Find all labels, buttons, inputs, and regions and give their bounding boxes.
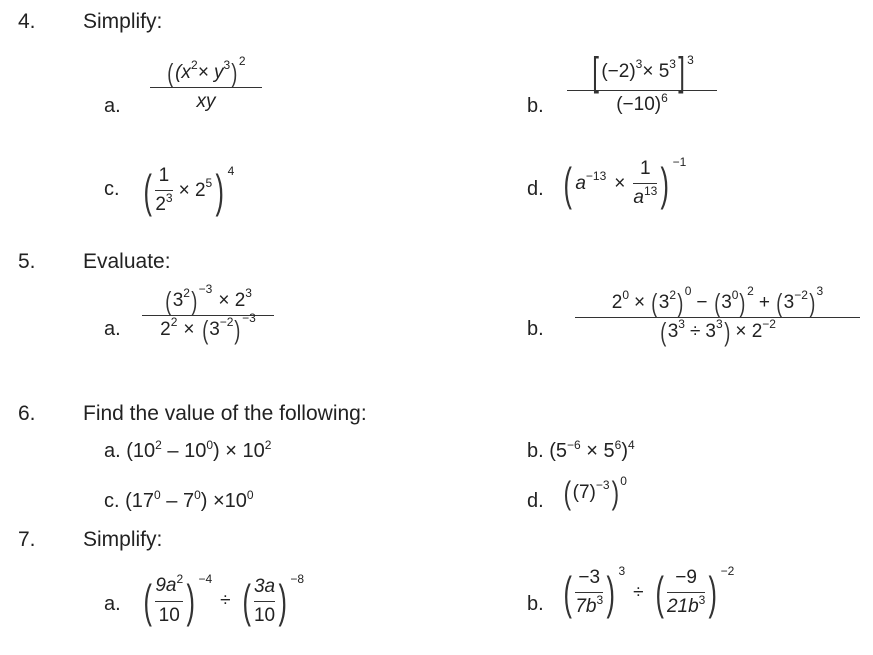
operator: + [758, 292, 770, 313]
term: (7) [572, 482, 596, 503]
exponent: 2 [238, 54, 246, 68]
denominator: 10 [253, 604, 276, 626]
question-number: 4. [18, 10, 36, 33]
item-label: a. [104, 95, 121, 117]
operator: − [696, 292, 708, 313]
term: 3 [172, 290, 184, 311]
fraction-5b: 2 $^0$ × ( 3 $^2$ ) $^0$ − ( 3 $^0$ ) $^2$ + ( 3 $^{-2}$ ) $^3$ ( 3 $^3$ ÷ 3 $^3$ ) × 2 $^{-2}$ [575, 292, 860, 343]
item-label: a. [104, 593, 121, 615]
exponent: 0 [620, 474, 627, 488]
term: ) [621, 440, 628, 462]
fraction-4b: [ (−2) $^3$ × 5 $^3$ ] $^3$ $(-10)^6$ [567, 57, 717, 117]
term: 2 [611, 292, 623, 313]
exponent: −6 [567, 438, 581, 452]
exponent: −3 [595, 478, 610, 492]
exponent: 0 [622, 288, 630, 302]
exponent: 3 [669, 57, 676, 71]
term: × 5 [642, 61, 670, 82]
question-heading: Simplify: [83, 10, 163, 33]
denominator: 7b [575, 596, 597, 617]
term: a. (10 [104, 440, 156, 462]
exponent: 0 [246, 488, 254, 502]
term: (x [175, 62, 191, 83]
exponent: 0 [731, 288, 739, 302]
exponent: −4 [198, 572, 213, 586]
exponent: 0 [194, 488, 201, 502]
numerator: 9a [155, 575, 177, 596]
exponent: 3 [635, 57, 643, 71]
denominator: 21b [666, 596, 699, 617]
denominator: 2 [155, 194, 166, 215]
exponent: 2 [176, 572, 184, 586]
expression-4c: ( $\frac{1}{2^3}$ × 2 $^5$ ) $^4$ [143, 164, 235, 217]
term: 3 [209, 319, 220, 340]
question-number: 5. [18, 250, 36, 273]
operator: ÷ [689, 321, 701, 342]
term: 3 [667, 321, 679, 342]
exponent: 0 [154, 488, 161, 502]
question-heading: Find the value of the following: [83, 402, 367, 425]
exponent: −2 [762, 317, 776, 331]
exponent: 3 [245, 286, 252, 300]
fraction [155, 165, 172, 217]
item-6c [104, 490, 254, 513]
item-6b [527, 440, 635, 463]
term: 3 [721, 292, 732, 313]
exponent: 2 [170, 315, 178, 329]
fraction-5a: ( 3 $^2$ ) $^{-3}$ × 2 $^3$ 2 $^2$ × ( 3 $^{-2}$ ) $^{-3}$ [142, 290, 274, 341]
term: × 5 [580, 440, 615, 462]
exponent: −13 [585, 169, 607, 183]
exponent: 0 [206, 438, 214, 452]
expression-4d: ( a $^{-13}$ × $\frac{1}{a^{13}}$ ) $^{-1}$ [563, 155, 687, 210]
exponent: 3 [618, 564, 626, 578]
item-label: b. [527, 95, 544, 117]
denominator: (−10) [616, 94, 662, 115]
numerator: 3a [253, 575, 276, 597]
exponent: 2 [747, 284, 754, 298]
item-6a [104, 440, 271, 463]
term: 3 [783, 292, 795, 313]
question-number: 6. [18, 402, 36, 425]
item-label: d. [527, 490, 544, 512]
fraction-4a: ( (x $^2$ × y $^3$ ) $^2$ xy [150, 62, 262, 113]
term: 2 [160, 319, 171, 340]
fraction [575, 567, 603, 619]
exponent: −2 [219, 315, 234, 329]
exponent: 6 [614, 438, 622, 452]
expression-6d: ( (7) $^{-3}$ ) $^0$ [563, 474, 627, 511]
term: a [575, 173, 586, 194]
exponent: 3 [678, 317, 685, 331]
numerator: 1 [158, 165, 170, 186]
term: × 2 [178, 180, 206, 201]
term: (−2) [601, 61, 636, 82]
exponent: 3 [596, 593, 604, 607]
term: ) × 10 [213, 440, 265, 462]
denominator: xy [196, 91, 216, 112]
operator: × [183, 319, 195, 340]
exponent: −1 [672, 155, 687, 169]
term: 3 [705, 321, 716, 342]
exponent: −3 [242, 311, 256, 325]
exponent: 0 [684, 284, 692, 298]
term: – 10 [161, 440, 207, 462]
numerator: −9 [675, 567, 697, 588]
term: ) ×10 [200, 490, 247, 512]
exponent: −8 [290, 572, 305, 586]
operator: × [634, 292, 646, 313]
item-label: d. [527, 178, 544, 200]
item-label: b. [527, 318, 544, 340]
exponent: 4 [628, 438, 635, 452]
exponent: −2 [720, 564, 735, 578]
exponent: −2 [794, 288, 808, 302]
question-heading: Simplify: [83, 528, 163, 551]
denominator: a [633, 187, 644, 208]
question-heading: Evaluate: [83, 250, 171, 273]
operator: ÷ [633, 582, 644, 603]
item-label: b. [527, 593, 544, 615]
term: – 7 [160, 490, 195, 512]
operator: ÷ [220, 590, 231, 611]
term: 3 [658, 292, 670, 313]
exponent: 3 [698, 593, 706, 607]
exponent: −3 [198, 282, 213, 296]
exponent: 2 [264, 438, 272, 452]
numerator: −3 [578, 567, 601, 588]
item-label: a. [104, 318, 121, 340]
item-label: c. [104, 178, 120, 200]
term: c. (17 [104, 490, 155, 512]
question-number: 7. [18, 528, 36, 551]
expression-7b: ( $\frac{-3}{7b^3}$ ) $^3$ ÷ ( $\frac{-9}{21b^3}$ ) $^{-2}$ [563, 564, 735, 619]
numerator: 1 [640, 158, 651, 179]
fraction [633, 158, 657, 210]
term: × y [197, 62, 224, 83]
exponent: 3 [816, 284, 824, 298]
exponent: 4 [227, 164, 235, 178]
exponent: 2 [190, 58, 198, 72]
expression-7a: ( $\frac{9a^2}{10}$ ) $^{-4}$ ÷ ( $\frac{3a}{10}$ ) $^{-8}$ [143, 572, 305, 627]
operator: × [614, 173, 626, 194]
exponent: 3 [165, 191, 173, 205]
exponent: 13 [643, 184, 658, 198]
exponent: 2 [183, 286, 190, 300]
exponent: 6 [661, 91, 668, 105]
term: b. (5 [527, 440, 568, 462]
exponent: 5 [205, 176, 213, 190]
exponent: 2 [155, 438, 162, 452]
denominator: 10 [158, 605, 180, 626]
exponent: 3 [223, 58, 231, 72]
fraction [155, 572, 184, 627]
term: × 2 [735, 321, 763, 342]
exponent: 3 [715, 317, 723, 331]
fraction [254, 576, 275, 627]
exponent: 2 [669, 288, 677, 302]
fraction [667, 567, 705, 619]
term: × 2 [218, 290, 246, 311]
exponent: 3 [687, 53, 694, 67]
